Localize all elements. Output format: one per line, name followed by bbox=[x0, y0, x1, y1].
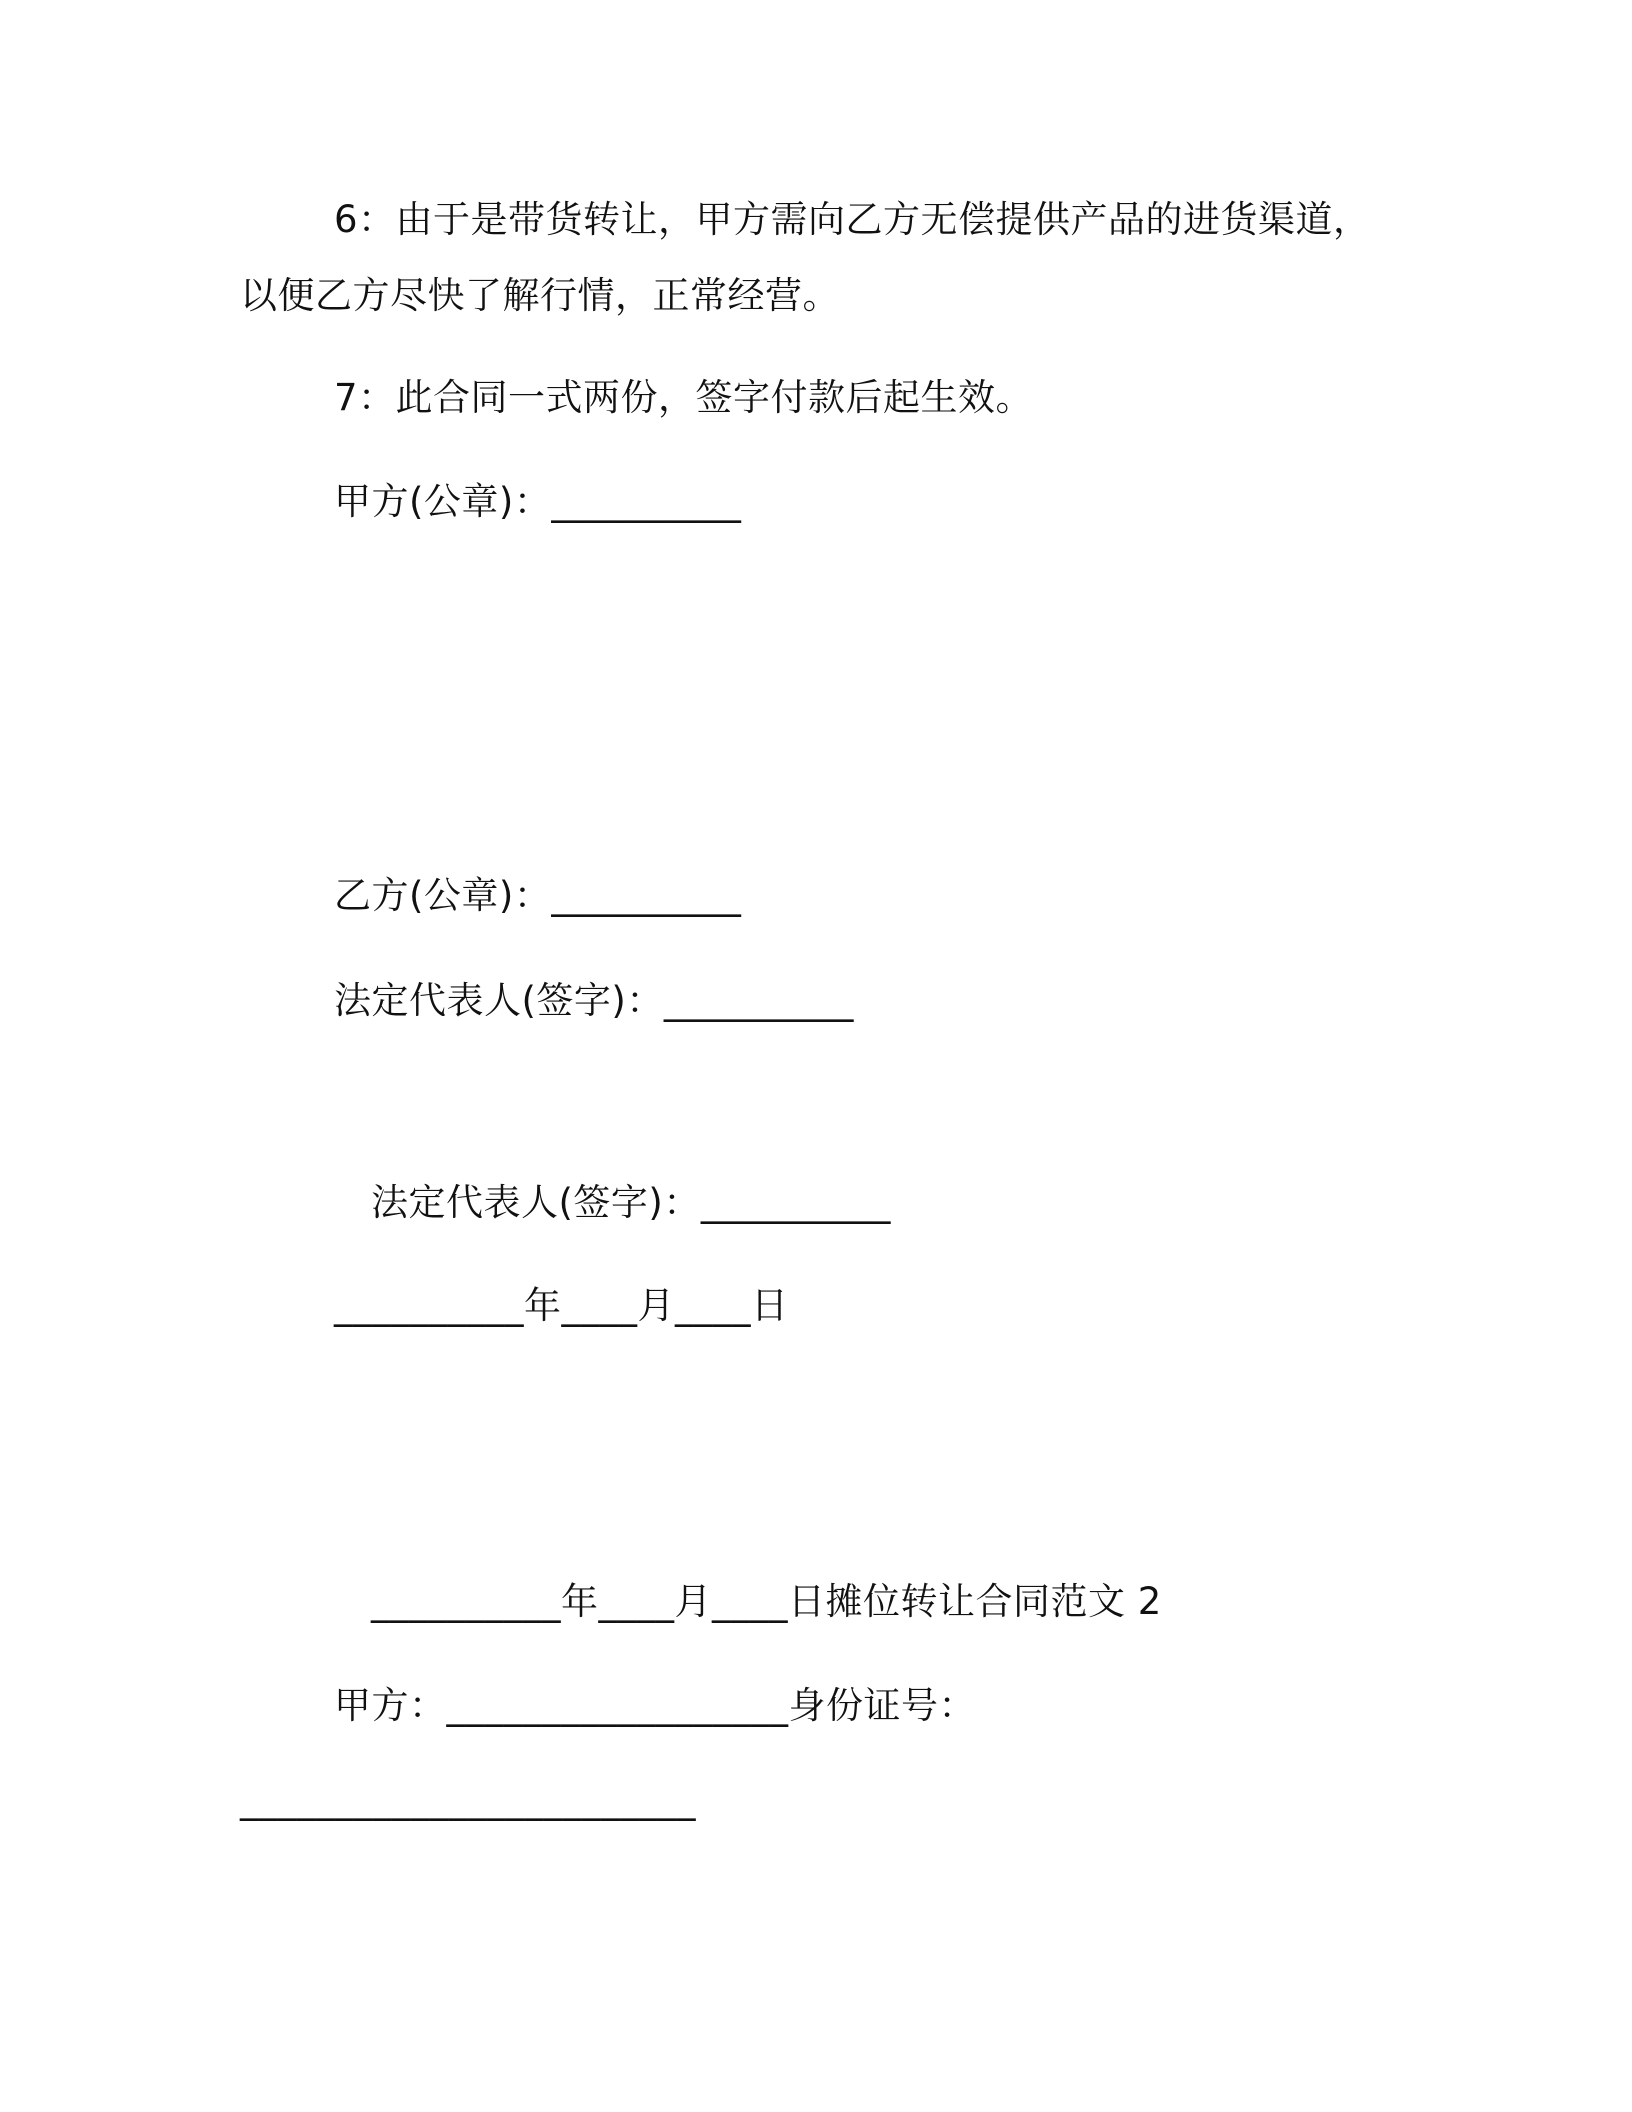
party-a-seal-line: 甲方(公章)：__________ bbox=[334, 480, 742, 523]
id-number-blank: ________________________ bbox=[240, 1778, 696, 1821]
date-line: __________年____月____日 bbox=[334, 1284, 789, 1327]
legal-rep-signature-line-2: 法定代表人(签字)：__________ bbox=[371, 1181, 891, 1224]
party-b-seal-line: 乙方(公章)：__________ bbox=[334, 874, 742, 917]
clause-6-line-2: 以便乙方尽快了解行情，正常经营。 bbox=[240, 274, 840, 317]
party-a-id-line: 甲方：__________________身份证号： bbox=[334, 1684, 976, 1727]
clause-7: 7：此合同一式两份，签字付款后起生效。 bbox=[334, 376, 1034, 419]
clause-6-line-1: 6：由于是带货转让，甲方需向乙方无偿提供产品的进货渠道， bbox=[334, 198, 1371, 241]
legal-rep-signature-line-1: 法定代表人(签字)：__________ bbox=[334, 979, 854, 1022]
next-contract-title: __________年____月____日摊位转让合同范文 2 bbox=[371, 1580, 1162, 1623]
